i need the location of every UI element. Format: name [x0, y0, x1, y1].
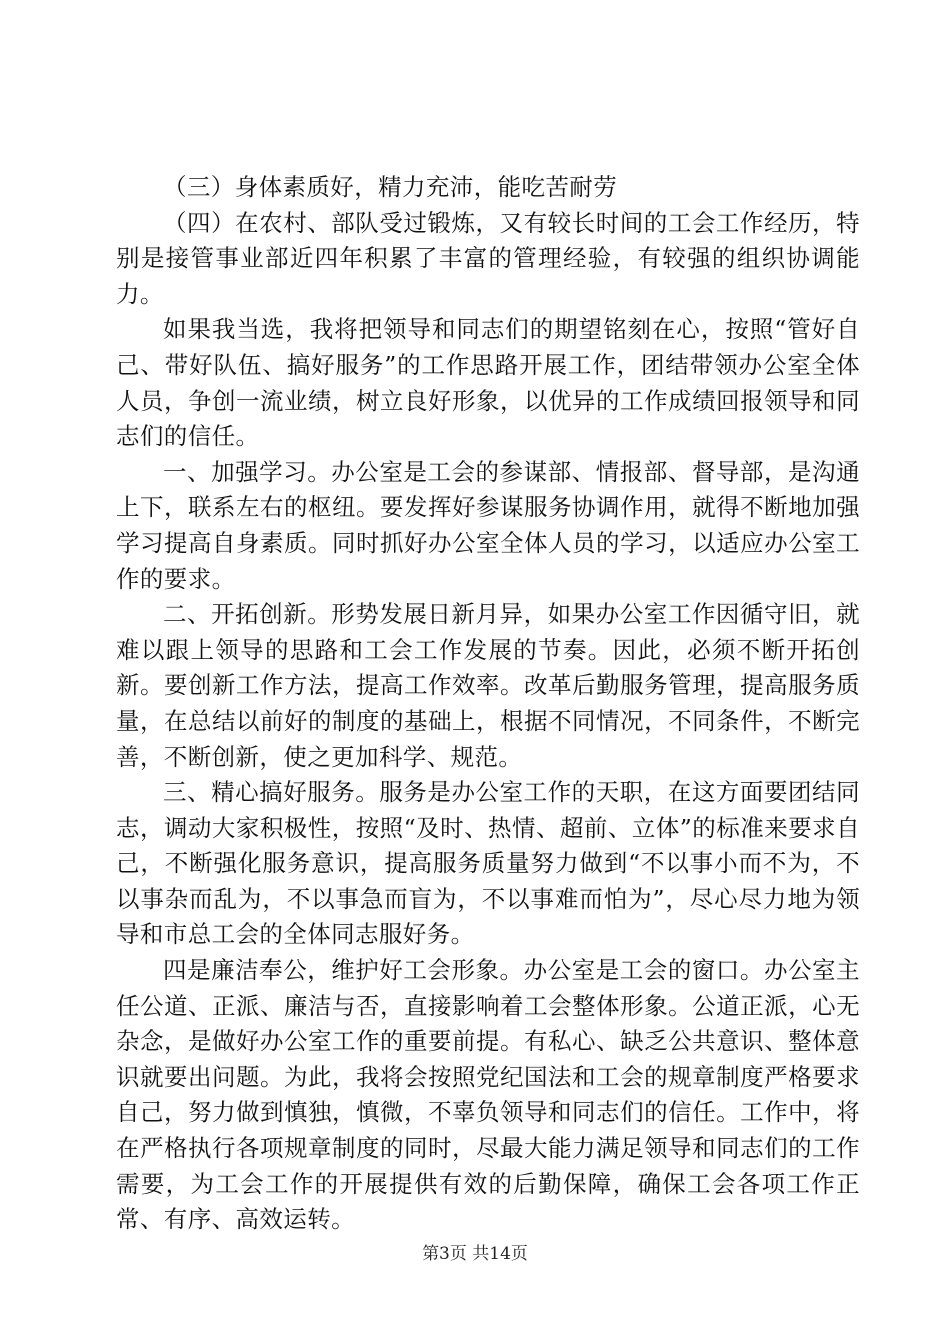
document-body	[116, 170, 860, 1238]
paragraph-if-elected: 如果我当选，我将把领导和同志们的期望铭刻在心，按照“管好自己、带好队伍、搞好服务”的工作思路开展工作，团结带领办公室全体人员，争创一流业绩，树立良好形象，以优异的工作成绩回报领导和同志们的信任。	[116, 315, 860, 451]
paragraph-qualification-4: （四）在农村、部队受过锻炼，又有较长时间的工会工作经历，特别是接管事业部近四年积累了丰富的管理经验，有较强的组织协调能力。	[116, 208, 860, 308]
paragraph-service: 三、精心搞好服务。服务是办公室工作的天职，在这方面要团结同志，调动大家积极性，按照“及时、热情、超前、立体”的标准来要求自己，不断强化服务意识，提高服务质量努力做到“不以事小而不为，不以事杂而乱为，不以事急而盲为，不以事难而怕为”，尽心尽力地为领导和市总工会的全体同志服好务。	[116, 778, 860, 949]
paragraph-integrity: 四是廉洁奉公，维护好工会形象。办公室是工会的窗口。办公室主任公道、正派、廉洁与否，直接影响着工会整体形象。公道正派，心无杂念，是做好办公室工作的重要前提。有私心、缺乏公共意识、整体意识就要出问题。为此，我将会按照党纪国法和工会的规章制度严格要求自己，努力做到慎独，慎微，不辜负领导和同志们的信任。工作中，将在严格执行各项规章制度的同时，尽最大能力满足领导和同志们的工作需要，为工会工作的开展提供有效的后勤保障，确保工会各项工作正常、有序、高效运转。	[116, 956, 860, 1234]
paragraph-qualification-3: （三）身体素质好，精力充沛，能吃苦耐劳	[163, 173, 618, 201]
paragraph-strengthen-learning: 一、加强学习。办公室是工会的参谋部、情报部、督导部，是沟通上下，联系左右的枢纽。要发挥好参谋服务协调作用，就得不断地加强学习提高自身素质。同时抓好办公室全体人员的学习，以适应办公室工作的要求。	[116, 457, 860, 593]
paragraph-innovation: 二、开拓创新。形势发展日新月异，如果办公室工作因循守旧，就难以跟上领导的思路和工会工作发展的节奏。因此，必须不断开拓创新。要创新工作方法，提高工作效率。改革后勤服务管理，提高服务质量，在总结以前好的制度的基础上，根据不同情况，不同条件，不断完善，不断创新，使之更加科学、规范。	[116, 600, 860, 771]
page-number-footer: 第3页 共14页	[422, 1244, 528, 1264]
